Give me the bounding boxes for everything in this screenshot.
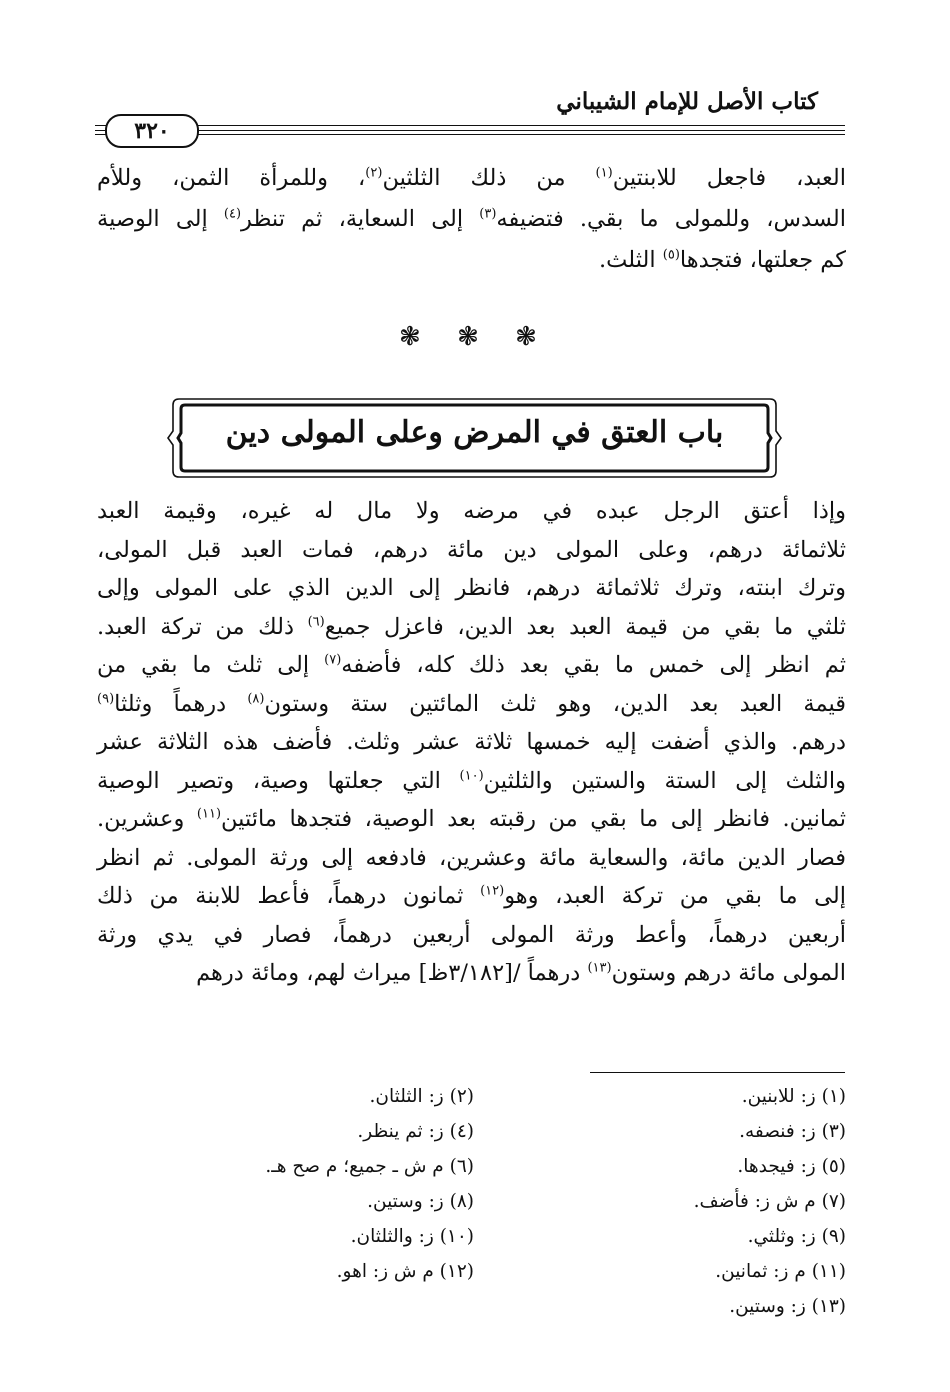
text-line [97,954,846,993]
page-number: ٣٢٠ [134,118,170,144]
footnote-marker: (١) [595,165,613,181]
text-line [97,158,846,199]
text-segment: قيمة العبد بعد الدين، وهو ثلث المائتين ستة وستون [264,690,846,717]
section-separator-icons: ❃ ❃ ❃ [399,322,551,352]
text-line [97,762,846,801]
text-line [97,240,846,281]
text-segment: التي جعلتها وصية، وتصير الوصية [97,767,460,794]
text-line [97,877,846,916]
text-line [97,492,846,531]
footnote-marker: (٧) [324,652,342,668]
text-segment: إلى الوصية [97,206,224,232]
footnote-marker: (٢) [365,165,383,181]
footnote-marker: (٥) [662,247,680,263]
footnote-item: (٨) ز: وستين. [367,1191,474,1212]
footnote-item: (٧) م ش ز: فأضف. [693,1191,846,1212]
text-segment: إلى ثلث ما بقي من [97,652,325,678]
text-segment: المولى مائة درهم وستون [611,960,846,986]
text-segment: إلى ما بقي من تركة العبد، وهو [504,883,846,909]
text-line [97,199,846,240]
footnote-item: (٤) ز: ثم ينظر. [357,1121,474,1142]
page-number-badge [105,114,199,148]
text-segment: وعشرين. [97,806,197,832]
text-line [97,916,846,955]
header-rule-top [95,125,845,126]
chapter-title: باب العتق في المرض وعلى المولى دين [225,415,724,450]
text-line [97,531,846,570]
chapter-title-frame [167,393,782,483]
footnote-item: (١٢) م ش ز: اهو. [336,1261,474,1282]
text-segment: كم جعلتها، فتجدها [679,247,846,273]
text-segment: ثلاثمائة درهم، وعلى المولى دين مائة درهم، فمات العبد قبل المولى، [97,536,846,563]
footnote-item: (١٣) ز: وستين. [729,1296,846,1317]
footnote-item: (١١) م ز: ثمانين. [715,1261,846,1282]
footnote-item: (٥) ز: فيجدها. [737,1156,846,1177]
text-segment: درهماً /[٣/١٨٢ظ] ميراث لهم، ومائة درهم [196,960,588,986]
footnote-marker: (٩) [97,691,115,706]
header-rule-bottom [95,134,845,135]
text-segment: وإذا أعتق الرجل عبده في مرضه ولا مال له غيره، وقيمة العبد [97,498,846,524]
footnote-item: (٩) ز: وثلثي. [747,1226,846,1247]
footnote-separator-rule [590,1072,845,1073]
text-segment: والثلث إلى الستة والستين والثلثين [483,767,846,794]
text-line [97,839,846,878]
intro-paragraph [97,158,846,281]
footnote-marker: (٨) [247,691,265,706]
text-line [97,646,846,685]
text-segment: إلى السعاية، ثم تنظر [241,206,480,232]
text-segment: درهم. والذي أضفت إليه خمسها ثلاثة عشر وثلث. فأضف هذه الثلاثة عشر [97,729,846,755]
text-line [97,569,846,608]
footnote-marker: (١٣) [587,960,612,976]
text-segment: العبد، فاجعل للابنتين [612,165,846,191]
footnote-marker: (٦) [307,614,325,629]
text-line [97,723,846,762]
text-segment: أربعين درهماً، وأعط ورثة المولى أربعين درهماً، فصار في يدي ورثة [97,921,846,948]
footnote-item: (٣) ز: فنصفه. [739,1121,846,1142]
footnote-item: (٢) ز: الثلثان. [369,1086,474,1107]
footnote-marker: (٣) [479,206,497,222]
text-segment: ثمانين. فانظر إلى ما بقي من رقبته بعد الوصية، فتجدها مائتين [221,806,846,832]
text-line [97,685,846,724]
text-segment: فصار الدين مائة، والسعاية مائة وعشرين، فادفعه إلى ورثة المولى. ثم انظر [97,844,846,871]
footnote-marker: (٤) [223,206,242,222]
text-segment: ذلك من تركة العبد. [97,613,308,640]
running-header-title: كتاب الأصل للإمام الشيباني [556,88,818,115]
header-rule-middle [95,130,845,131]
text-segment: درهماً وثلثا [114,690,248,717]
footnote-item: (١٠) ز: والثلثان. [350,1226,474,1247]
footnote-marker: (١٠) [459,768,484,783]
text-segment: ثم انظر إلى خمس ما بقي بعد ذلك كله، فأضفه [341,652,846,678]
footnote-marker: (١٢) [480,883,505,899]
text-segment: وترك ابنته، وترك ثلاثمائة درهم، فانظر إلى الدين الذي على المولى وإلى [97,575,846,601]
text-segment: ، وللمرأة الثمن، وللأم [97,165,366,191]
footnote-item: (١) ز: للابنين. [741,1086,846,1107]
text-segment: من ذلك الثلثين [382,165,596,191]
text-segment: ثمانون درهماً، فأعط للابنة من ذلك [97,883,481,909]
main-paragraph [97,492,846,993]
text-segment: ثلثي ما بقي من قيمة العبد بعد الدين، فاعزل جميع [324,613,846,640]
text-line [97,800,846,839]
footnote-marker: (١١) [196,806,222,822]
footnote-item: (٦) م ش ـ جميع؛ م صح هـ. [265,1156,474,1177]
text-segment: السدس، وللمولى ما بقي. فتضيفه [496,206,846,232]
text-line [97,608,846,647]
text-segment: الثلث. [599,247,663,273]
